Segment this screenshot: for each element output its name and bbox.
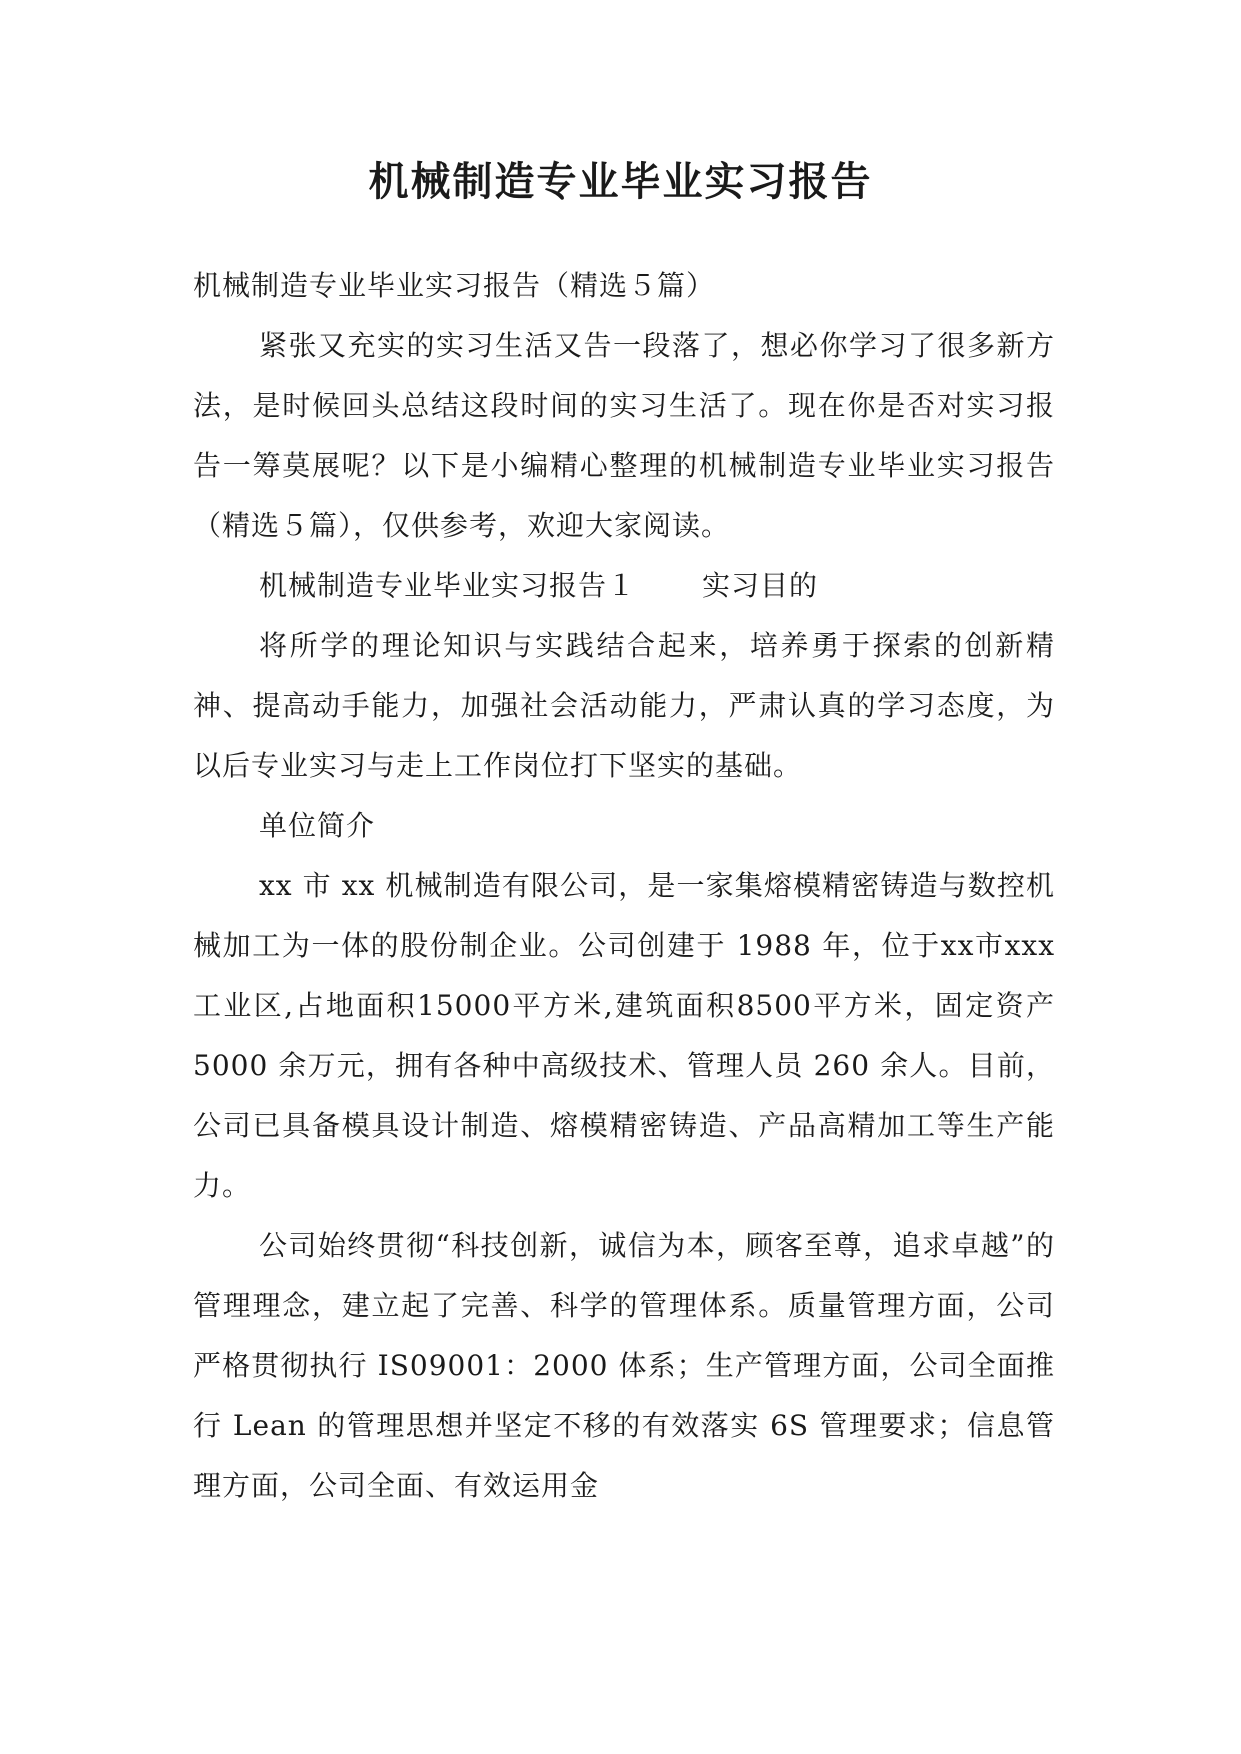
document-body bbox=[193, 256, 1055, 1516]
report-heading-line bbox=[193, 556, 1055, 616]
purpose-heading: 实习目的 bbox=[702, 569, 819, 602]
intro-paragraph: 紧张又充实的实习生活又告一段落了，想必你学习了很多新方法，是时候回头总结这段时间的实习生活了。现在你是否对实习报告一筹莫展呢？以下是小编精心整理的机械制造专业毕业实习报告（精选５篇），仅供参考，欢迎大家阅读。 bbox=[193, 329, 1055, 542]
report-1-heading: 机械制造专业毕业实习报告１ bbox=[259, 569, 637, 602]
purpose-paragraph: 将所学的理论知识与实践结合起来，培养勇于探索的创新精神、提高动手能力，加强社会活动能力，严肃认真的学习态度，为以后专业实习与走上工作岗位打下坚实的基础。 bbox=[193, 629, 1055, 782]
document-title: 机械制造专业毕业实习报告 bbox=[368, 158, 873, 205]
philosophy-paragraph: 公司始终贯彻“科技创新，诚信为本，顾客至尊，追求卓越”的管理理念，建立起了完善、科学的管理体系。质量管理方面，公司严格贯彻执行 IS09001：2000 体系；生产管理方面，公司全面推行 Lean 的管理思想并坚定不移的有效落实 6S 管理要求；信息管理方面，公司全面、有效运用金 bbox=[193, 1229, 1055, 1502]
document-subtitle: 机械制造专业毕业实习报告（精选５篇） bbox=[193, 269, 716, 302]
company-heading: 单位简介 bbox=[259, 809, 376, 842]
company-paragraph: xx 市 xx 机械制造有限公司，是一家集熔模精密铸造与数控机械加工为一体的股份制企业。公司创建于 1988 年，位于xx市xxx工业区,占地面积15000平方米,建筑面积8500平方米，固定资产 5000 余万元，拥有各种中高级技术、管理人员 260 余人。目前，公司已具备模具设计制造、熔模精密铸造、产品高精加工等生产能力。 bbox=[193, 869, 1055, 1202]
